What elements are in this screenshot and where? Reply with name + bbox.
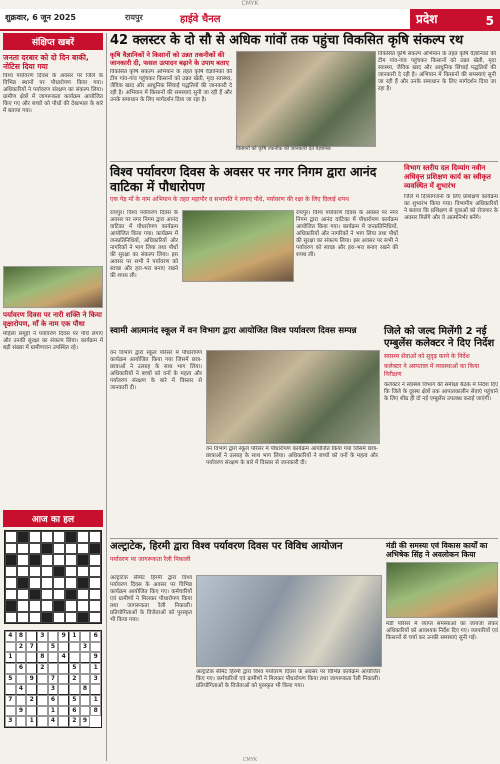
ambulance-bullet-1: स्वास्थ्य सेवाओं को सुदृढ़ करने के निर्देश bbox=[384, 353, 470, 360]
sudoku-cell: 3 bbox=[90, 674, 101, 685]
sudoku-cell: 6 bbox=[48, 695, 59, 706]
sudoku-cell: 9 bbox=[58, 631, 69, 642]
sudoku-cell: 9 bbox=[90, 652, 101, 663]
edition-city: रायपुर bbox=[125, 13, 143, 22]
mandi-story bbox=[386, 541, 498, 759]
color-registration-label: CMYK bbox=[241, 0, 259, 7]
ambulance-headline: जिले को जल्द मिलेंगी 2 नई एम्बुलेंस कलेक्टर ने दिए निर्देश bbox=[384, 326, 495, 349]
sudoku-cell bbox=[37, 684, 48, 695]
env-text-continued: रायपुर। विश्व पर्यावरण दिवस के अवसर पर नगर निगम द्वारा आनंद वाटिका में पौधारोपण कार्यक्रम आयोजित किया गया। कार्यक्रम में जनप्रतिनिधियों, अधिकारियों और नागरिकों ने भाग लिया तथा पौधों की सुरक्षा का संकल्प लिया। इस अवसर पर सभी ने पर्यावरण को स्वच्छ और हरा-भरा बनाए रखने की शपथ ली। bbox=[296, 210, 398, 258]
sudoku-cell bbox=[5, 663, 16, 674]
sudoku-cell bbox=[37, 706, 48, 717]
sudoku-cell bbox=[5, 684, 16, 695]
newspaper-brand: हाईवे चैनल bbox=[180, 14, 221, 25]
section-label bbox=[410, 9, 500, 29]
env-story bbox=[110, 164, 400, 324]
sidebar bbox=[3, 33, 103, 761]
sidebar-story1-headline: जनता दरबार को दो दिन बाकी, नोटिस दिया गया bbox=[3, 53, 89, 71]
sudoku-cell: 8 bbox=[90, 706, 101, 717]
sudoku-cell bbox=[16, 674, 27, 685]
bottom-bullet: पर्यावरण पर जागरूकता रैली निकाली bbox=[110, 556, 191, 563]
sidebar-story2-text: महिला समूहों ने पर्यावरण दिवस पर पौधे लगाए और उनकी सुरक्षा का संकल्प लिया। कार्यक्रम में बड़ी संख्या में ग्रामीणजन उपस्थित रहे। bbox=[3, 331, 103, 351]
column-divider bbox=[106, 33, 107, 761]
sudoku-cell: 7 bbox=[48, 674, 59, 685]
school-text-continued: वन विभाग द्वारा स्कूल परिसर में पौधारोपण कार्यक्रम आयोजित किया गया जिसमें छात्र-छात्राओं ने उत्साह के साथ भाग लिया। अधिकारियों ने बच्चों को वनों के महत्व और पर्यावरण संरक्षण के बारे में विस्तार से जानकारी दी। bbox=[206, 446, 378, 466]
ambulance-story bbox=[384, 326, 498, 536]
sudoku-cell: 8 bbox=[80, 684, 91, 695]
env-text: रायपुर। विश्व पर्यावरण दिवस के अवसर पर नगर निगम द्वारा आनंद वाटिका में पौधारोपण कार्यक्रम आयोजित किया गया। कार्यक्रम में जनप्रतिनिधियों, अधिकारियों और नागरिकों ने भाग लिया तथा पौधों की सुरक्षा का संकल्प लिया। इस अवसर पर सभी ने पर्यावरण को स्वच्छ और हरा-भरा बनाए रखने की शपथ ली। bbox=[110, 210, 178, 279]
mandi-photo bbox=[386, 562, 498, 618]
sudoku-cell bbox=[37, 674, 48, 685]
sudoku-cell: 1 bbox=[26, 716, 37, 727]
sudoku-cell: 8 bbox=[37, 652, 48, 663]
bottom-photo bbox=[196, 575, 382, 667]
sudoku-cell: 3 bbox=[37, 631, 48, 642]
sudoku-cell: 5 bbox=[69, 695, 80, 706]
sudoku-cell: 6 bbox=[16, 663, 27, 674]
sudoku-cell bbox=[26, 663, 37, 674]
sudoku-cell bbox=[80, 695, 91, 706]
sudoku-cell: 3 bbox=[48, 684, 59, 695]
right-story bbox=[404, 164, 498, 324]
sudoku-cell: 7 bbox=[26, 642, 37, 653]
sudoku-cell: 7 bbox=[5, 695, 16, 706]
section-divider bbox=[110, 161, 498, 162]
sudoku-cell: 3 bbox=[5, 716, 16, 727]
env-deck: एक पेड़ माँ के नाम अभियान के तहत महापौर व सभापति ने लगाए पौधे, पर्यावरण की रक्षा के लिए दिलाई शपथ bbox=[110, 196, 349, 203]
sudoku-cell bbox=[48, 652, 59, 663]
sudoku-cell: 6 bbox=[69, 706, 80, 717]
page-header bbox=[0, 9, 500, 31]
right-headline: विभाग स्तरीय दल दिव्यांग नवीन अधिवृत्त प्रशिक्षण कार्य का स्वीकृत व्यवस्थित में शुभारंभ bbox=[404, 164, 491, 190]
sidebar-story1-text: विश्व पर्यावरण दिवस के अवसर पर जिले के विभिन्न स्थानों पर पौधारोपण किया गया। अधिकारियों ने पर्यावरण संरक्षण का संकल्प लिया। ग्रामीण क्षेत्रों में जागरूकता कार्यक्रम आयोजित किए गए और बच्चों को पौधों की देखभाल के बारे में बताया गया। bbox=[3, 73, 103, 114]
sudoku-cell bbox=[16, 716, 27, 727]
sudoku-cell bbox=[58, 663, 69, 674]
mandi-text: मंडी परिसर में व्याप्त समस्याओं का जायजा लेकर अधिकारियों को आवश्यक निर्देश दिए गए। व्यापारियों एवं किसानों से चर्चा कर उनकी समस्याएं सुनी गईं। bbox=[386, 621, 498, 641]
lead-text-continued: विकसित कृषि संकल्प अभियान के तहत कृषि वैज्ञानिकों की टीम गांव-गांव पहुंचकर किसानों को उन्नत खेती, मृदा स्वास्थ्य, जैविक खाद और आधुनिक सिंचाई पद्धतियों की जानकारी दे रही है। अभियान में किसानों की समस्याएं सुनी जा रही हैं और उनके समाधान के लिए मार्गदर्शन दिया जा रहा है। bbox=[378, 51, 496, 92]
sudoku-cell: 2 bbox=[16, 642, 27, 653]
sudoku-grid bbox=[4, 630, 102, 728]
sudoku-cell bbox=[58, 674, 69, 685]
sudoku-cell: 6 bbox=[90, 631, 101, 642]
sudoku-cell: 2 bbox=[69, 674, 80, 685]
sudoku-cell bbox=[69, 652, 80, 663]
sudoku-cell bbox=[26, 631, 37, 642]
sudoku-cell bbox=[26, 652, 37, 663]
sudoku-cell bbox=[37, 642, 48, 653]
sudoku-cell bbox=[5, 642, 16, 653]
school-photo bbox=[206, 350, 380, 444]
bottom-color-registration-label: CMYK bbox=[242, 757, 258, 763]
mandi-headline: मंडी की समस्या एवं विकास कार्यों का अभिषेक सिंह ने अवलोकन किया bbox=[386, 541, 488, 559]
lead-deck: कृषि वैज्ञानिकों ने किसानों को उन्नत तकनीकों की जानकारी दी, फसल उत्पादन बढ़ाने के उपाय बताए bbox=[110, 51, 230, 67]
puzzle-title: आज का हल bbox=[3, 510, 103, 527]
sidebar-story2-headline: पर्यावरण दिवस पर नारी शक्ति ने किया वृक्षारोपण, माँ के नाम एक पौधा bbox=[3, 311, 102, 328]
issue-date: शुक्रवार, 6 जून 2025 bbox=[5, 13, 76, 22]
sudoku-cell: 9 bbox=[16, 706, 27, 717]
env-photo bbox=[182, 210, 294, 282]
sudoku-cell bbox=[26, 684, 37, 695]
sudoku-cell: 2 bbox=[26, 695, 37, 706]
school-story bbox=[110, 326, 380, 536]
section-name: प्रदेश bbox=[416, 12, 438, 26]
sudoku-cell bbox=[58, 716, 69, 727]
sudoku-cell: 1 bbox=[48, 706, 59, 717]
bottom-headline: अल्ट्राटेक, हिरमी द्वारा विश्व पर्यावरण दिवस पर विविध आयोजन bbox=[110, 541, 343, 552]
sudoku-cell: 1 bbox=[90, 663, 101, 674]
lead-story bbox=[110, 33, 498, 159]
sudoku-cell: 4 bbox=[16, 684, 27, 695]
sudoku-cell: 1 bbox=[90, 695, 101, 706]
sudoku-cell bbox=[80, 663, 91, 674]
sudoku-cell: 9 bbox=[26, 674, 37, 685]
sidebar-title: संक्षिप्त खबरें bbox=[3, 33, 103, 50]
sudoku-cell: 3 bbox=[80, 642, 91, 653]
ambulance-text: कलेक्टर ने स्वास्थ्य विभाग की समीक्षा बैठक में निर्देश दिए कि जिले के दूरस्थ क्षेत्रों तक आपातकालीन सेवाएं पहुंचाने के लिए शीघ्र ही दो नई एम्बुलेंस उपलब्ध कराई जाएंगी। bbox=[384, 382, 498, 402]
sudoku-cell bbox=[16, 652, 27, 663]
sudoku-cell bbox=[69, 684, 80, 695]
sudoku-cell bbox=[90, 684, 101, 695]
sudoku-cell: 8 bbox=[16, 631, 27, 642]
sudoku-cell bbox=[48, 663, 59, 674]
lead-text: विकसित कृषि संकल्प अभियान के तहत कृषि वैज्ञानिकों की टीम गांव-गांव पहुंचकर किसानों को उन्नत खेती, मृदा स्वास्थ्य, जैविक खाद और आधुनिक सिंचाई पद्धतियों की जानकारी दे रही है। अभियान में किसानों की समस्याएं सुनी जा रही हैं और उनके समाधान के लिए मार्गदर्शन दिया जा रहा है। bbox=[110, 69, 232, 103]
right-text: जिले में दिव्यांगजनों के लिए प्रशिक्षण कार्यक्रम का शुभारंभ किया गया। विभागीय अधिकारियों ने बताया कि प्रशिक्षण से युवाओं को रोजगार के अवसर मिलेंगे और वे आत्मनिर्भर बनेंगे। bbox=[404, 194, 498, 221]
sudoku-cell bbox=[48, 631, 59, 642]
sudoku-cell bbox=[26, 706, 37, 717]
sudoku-cell bbox=[58, 642, 69, 653]
sudoku-cell bbox=[16, 695, 27, 706]
page-number: 5 bbox=[485, 14, 494, 28]
sudoku-cell: 9 bbox=[80, 716, 91, 727]
sudoku-cell: 5 bbox=[5, 674, 16, 685]
school-headline: स्वामी आत्मानंद स्कूल में वन विभाग द्वारा आयोजित विश्व पर्यावरण दिवस सम्पन्न bbox=[110, 326, 357, 336]
sudoku-cell bbox=[80, 631, 91, 642]
lead-photo bbox=[236, 51, 376, 147]
sudoku-cell: 4 bbox=[5, 631, 16, 642]
bottom-story bbox=[110, 541, 382, 759]
sudoku-cell: 4 bbox=[58, 652, 69, 663]
lead-headline: 42 क्लस्टर के दो सौ से अधिक गांवों तक पहुंचा विकसित कृषि संकल्प रथ bbox=[110, 33, 464, 48]
ambulance-bullet-2: कलेक्टर ने अस्पताल में व्यवस्थाओं का किया निरीक्षण bbox=[384, 363, 480, 378]
sudoku-cell bbox=[58, 684, 69, 695]
bottom-text: अल्ट्राटेक सीमेंट हिरमी द्वारा विश्व पर्यावरण दिवस के अवसर पर विभिन्न कार्यक्रम आयोजित किए गए। कर्मचारियों एवं ग्रामीणों ने मिलकर पौधारोपण किया तथा जागरूकता रैली निकाली। प्रतियोगिताओं के विजेताओं को पुरस्कृत भी किया गया। bbox=[110, 575, 192, 623]
sudoku-cell bbox=[5, 706, 16, 717]
sudoku-cell: 4 bbox=[48, 716, 59, 727]
sudoku-cell bbox=[69, 642, 80, 653]
sudoku-cell bbox=[80, 706, 91, 717]
sudoku-cell bbox=[80, 674, 91, 685]
sudoku-cell bbox=[58, 695, 69, 706]
sudoku-cell bbox=[58, 706, 69, 717]
sudoku-cell bbox=[37, 695, 48, 706]
lead-photo-caption: किसानों को कृषि तकनीक की जानकारी देते वैज्ञानिक bbox=[236, 146, 331, 152]
sudoku-cell: 2 bbox=[37, 663, 48, 674]
sudoku-cell: 5 bbox=[69, 663, 80, 674]
sidebar-photo bbox=[3, 266, 103, 308]
sudoku-cell bbox=[37, 716, 48, 727]
sudoku-cell: 1 bbox=[5, 652, 16, 663]
bottom-text-continued: अल्ट्राटेक सीमेंट हिरमी द्वारा विश्व पर्यावरण दिवस के अवसर पर विभिन्न कार्यक्रम आयोजित किए गए। कर्मचारियों एवं ग्रामीणों ने मिलकर पौधारोपण किया तथा जागरूकता रैली निकाली। प्रतियोगिताओं के विजेताओं को पुरस्कृत भी किया गया। bbox=[196, 669, 380, 689]
sudoku-cell: 1 bbox=[69, 631, 80, 642]
sudoku-cell bbox=[90, 642, 101, 653]
env-headline: विश्व पर्यावरण दिवस के अवसर पर नगर निगम द्वारा आनंद वाटिका में पौधारोपण bbox=[110, 164, 377, 194]
crossword-grid bbox=[4, 530, 102, 624]
sudoku-cell: 2 bbox=[69, 716, 80, 727]
school-text: वन विभाग द्वारा स्कूल परिसर में पौधारोपण कार्यक्रम आयोजित किया गया जिसमें छात्र-छात्राओं ने उत्साह के साथ भाग लिया। अधिकारियों ने बच्चों को वनों के महत्व और पर्यावरण संरक्षण के बारे में विस्तार से जानकारी दी। bbox=[110, 350, 202, 391]
section-divider-2 bbox=[110, 538, 498, 539]
sudoku-cell bbox=[80, 652, 91, 663]
sudoku-cell: 5 bbox=[48, 642, 59, 653]
